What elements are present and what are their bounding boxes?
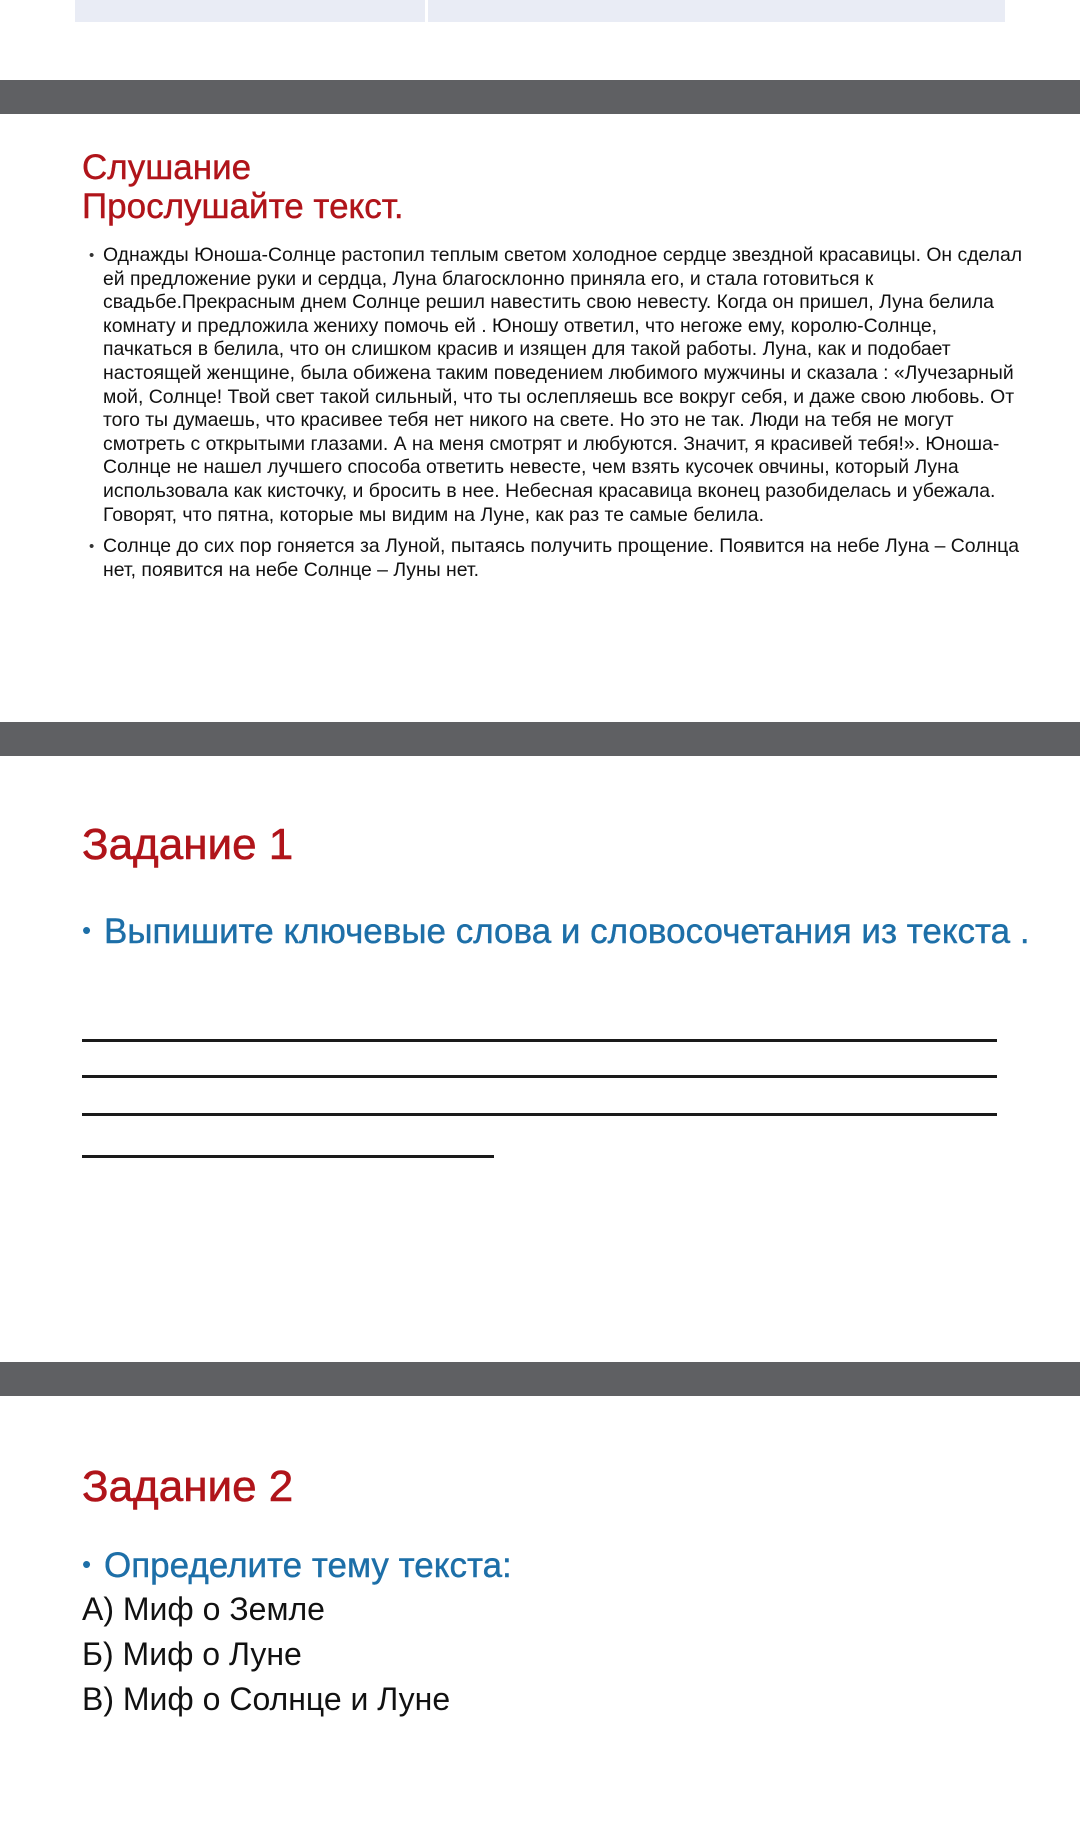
task-instruction — [82, 912, 1030, 951]
task-instruction — [82, 1546, 1030, 1585]
slide-listening — [82, 148, 1030, 590]
previous-slide-table — [75, 0, 1005, 22]
answer-line — [82, 1155, 494, 1158]
story-text — [82, 244, 1030, 582]
table-cell — [428, 0, 1005, 22]
slide-title: Слушание — [82, 148, 252, 187]
slide-divider — [0, 80, 1080, 114]
slide-task-1 — [82, 820, 1030, 951]
bullet-icon: • — [82, 1549, 92, 1579]
slide-subtitle: Прослушайте текст. — [82, 187, 404, 226]
answer-line — [82, 1075, 997, 1078]
answer-line — [82, 1113, 997, 1116]
answer-option: А) Миф о Земле — [82, 1591, 325, 1627]
paragraph-text: Солнце до сих пор гоняется за Луной, пытаясь получить прощение. Появится на небе Луна – Солнца нет, появится на небе Солнце – Луны нет. — [103, 535, 1020, 581]
slide-divider — [0, 1362, 1080, 1396]
answer-option: Б) Миф о Луне — [82, 1636, 302, 1672]
answer-options — [82, 1587, 1030, 1722]
instruction-text: Выпишите ключевые слова и словосочетания из текста . — [104, 912, 1030, 951]
bullet-icon: • — [82, 915, 92, 945]
task-title: Задание 2 — [82, 1462, 294, 1511]
bullet-icon: • — [89, 538, 95, 556]
list-item — [82, 244, 1030, 527]
table-cell — [75, 0, 425, 22]
slide-task-2 — [82, 1462, 1030, 1722]
slide-divider — [0, 722, 1080, 756]
list-item — [82, 535, 1030, 582]
bullet-icon: • — [89, 247, 95, 264]
task-title: Задание 1 — [82, 820, 294, 869]
instruction-text: Определите тему текста: — [104, 1546, 512, 1585]
answer-option: В) Миф о Солнце и Луне — [82, 1681, 451, 1717]
answer-line — [82, 1039, 997, 1042]
paragraph-text: Однажды Юноша-Солнце растопил теплым светом холодное сердце звездной красавицы. Он сделал ей предложение руки и сердца, Луна благосклонно приняла его, и стала готовиться к свадьбе.Прекрасным днем Солнце решил навестить свою невесту. Когда он пришел, Луна белила комнату и предложила жениху помочь ей . Юношу ответил, что негоже ему, королю-Солнце, пачкаться в белила, что он слишком красив и изящен для такой работы. Луна, как и подобает настоящей женщине, была обижена таким поведением любимого мужчины и сказала : «Лучезарный мой, Солнце! Твой свет такой сильный, что ты ослепляешь все вокруг себя, и даже свою любовь. От того ты думаешь, что красивее тебя нет никого на свете. Но это не так. Люди на тебя не могут смотреть с открытыми глазами. А на меня смотрят и любуются. Значит, я красивей тебя!». Юноша-Солнце не нашел лучшего способа ответить невесте, чем взять кусочек овчины, который Луна использовала как кисточку, и бросить в нее. Небесная красавица вконец разобиделась и убежала. Говорят, что пятна, которые мы видим на Луне, как раз те самые белила. — [103, 244, 1023, 526]
